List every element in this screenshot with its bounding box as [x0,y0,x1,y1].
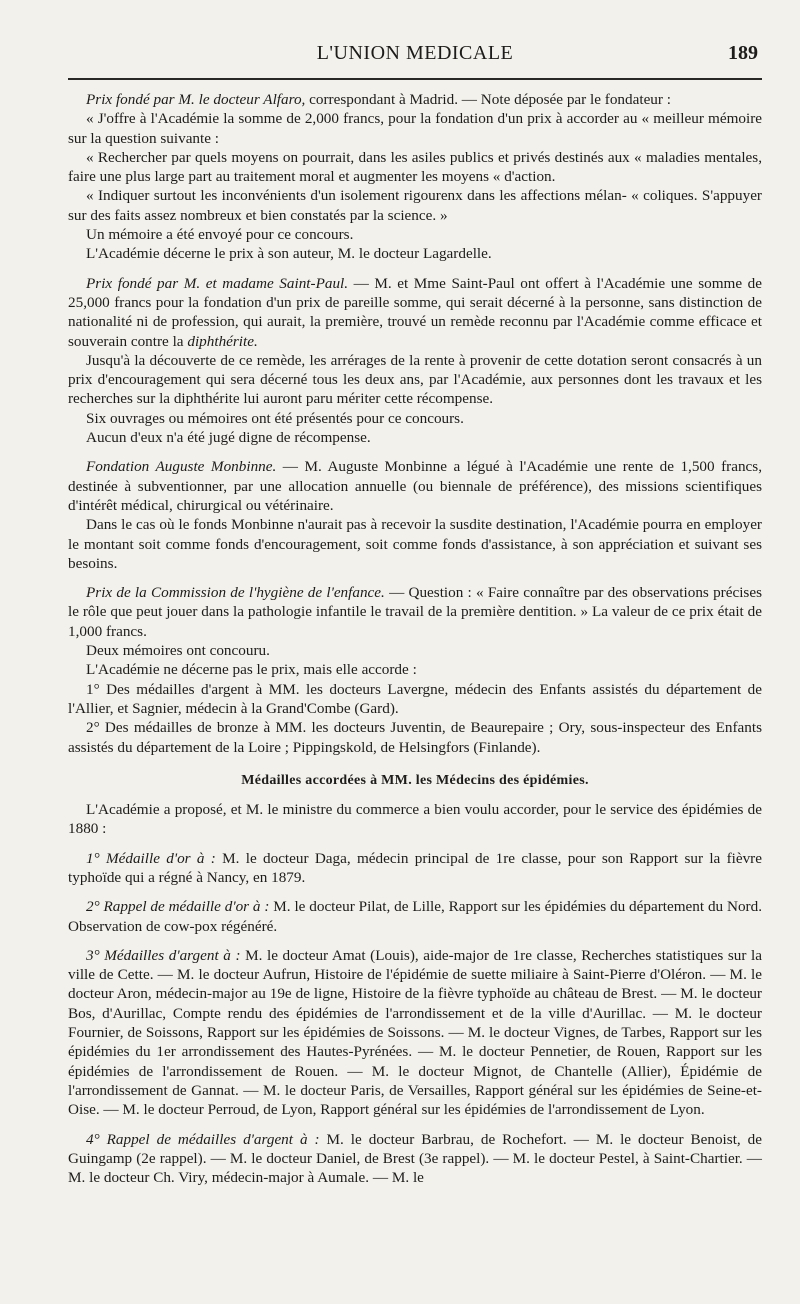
award-label: 3° Médailles d'argent à : [86,946,241,964]
paragraph: « Rechercher par quels moyens on pourrait, dans les asiles publics et privés destinés aux « maladies mentales, faire une plus large part au traitement moral et augmenter les moyens « d'action. [68,148,762,186]
award-label: 2° Rappel de médaille d'or à : [86,898,270,916]
paragraph: Deux mémoires ont concouru. [86,642,270,660]
paragraph: L'Académie décerne le prix à son auteur, M. le docteur Lagardelle. [86,245,492,263]
paragraph [68,946,762,1120]
body-text [68,90,762,1187]
paragraph: Un mémoire a été envoyé pour ce concours. [86,226,354,244]
prize-name: Prix de la Commission de l'hygiène de l'enfance. [86,584,385,602]
paragraph [68,583,762,641]
paragraph: L'Académie a proposé, et M. le ministre du commerce a bien voulu accorder, pour le service des épidémies de 1880 : [68,801,762,838]
paragraph: 1° Des médailles d'argent à MM. les docteurs Lavergne, médecin des Enfants assistés du département de l'Allier, et Sagnier, médecin à la Grand'Combe (Gard). [68,680,762,717]
paragraph: 2° Des médailles de bronze à MM. les docteurs Juventin, de Beaurepaire ; Ory, sous-inspecteur des Enfants assistés du département de la Loire ; Pippingskold, de Helsingfors (Finlande). [68,719,762,756]
paragraph: Dans le cas où le fonds Monbinne n'aurait pas à recevoir la susdite destination, l'Académie pourra en employer le montant soit comme fonds d'encouragement, soit comme fonds d'assistance, à son appréciation et suivant ses besoins. [68,516,762,572]
journal-title: L'UNION MEDICALE [316,42,514,64]
paragraph-text: M. le docteur Amat (Louis), aide-major de 1re classe, Recherches statistiques sur la ville de Cette. — M. le docteur Aufrun, Histoire de l'épidémie de suette miliaire à Saint-Pierre d'Oléron. — M. le docteur Aron, médecin-major au 19e de ligne, Histoire de la fièvre typhoïde au château de Brest. — M. le docteur Bos, d'Aurillac, Compte rendu des épidémies de l'arrondissement et de la ville d'Aurillac. — M. le docteur Fournier, de Soissons, Rapport sur les épidémies de Soissons. — M. le docteur Vignes, de Tarbes, Rapport sur les épidémies du 1er arrondissement des Hautes-Pyrénées. — M. le docteur Pennetier, de Rouen, Rapport sur les épidémies de l'arrondissement de Rouen. — M. le docteur Mignot, de Chantelle (Allier), Épidémie de l'arrondissement de Gannat. — M. le docteur Paris, de Versailles, Rapport général sur les épidémies de Seine-et-Oise. — M. le docteur Perroud, de Lyon, Rapport général sur les épidémies de l'arrondissement de Lyon. [68,946,762,1119]
prize-name: Fondation Auguste Monbinne. [86,458,277,476]
running-header [68,36,762,74]
page-number: 189 [728,42,758,64]
prize-name: Prix fondé par M. et madame Saint-Paul. [86,274,349,292]
paragraph: Jusqu'à la découverte de ce remède, les arrérages de la rente à provenir de cette dotation seront consacrés à un prix d'encouragement qui sera décerné tous les deux ans, par l'Académie, aux personnes dont les travaux et les recherches sur la diphthérite lui auront paru mériter cette récompense. [68,351,762,408]
paragraph-text: M. le docteur Daga, médecin principal de 1re classe, pour son Rapport sur la fièvre typhoïde qui a régné à Nancy, en 1879. [68,849,762,886]
section-title: Médailles accordées à MM. les Médecins des épidémies. [241,772,589,788]
paragraph-text: correspondant à Madrid. — Note déposée par le fondateur : [305,91,671,108]
paragraph-text: — Question : « Faire connaître par des observations précises le rôle que peut jouer dans la pathologie infantile le travail de la première dentition. » La valeur de ce prix était de 1,000 francs. [68,584,762,640]
paragraph-text: — M. Auguste Monbinne a légué à l'Académie une rente de 1,500 francs, destinée à subventionner, par une allocation annuelle (ou biennale de préférence), des missions scientifiques d'intérêt médical, chirurgical ou vétérinaire. [68,458,763,514]
paragraph [68,897,762,936]
award-label: 1° Médaille d'or à : [86,849,216,867]
paragraph-text: M. le docteur Pilat, de Lille, Rapport sur les épidémies du département du Nord. Observation de cow-pox régénéré. [68,898,762,935]
paragraph: « J'offre à l'Académie la somme de 2,000 francs, pour la fondation d'un prix à accorder au « meilleur mémoire sur la question suivante : [68,110,762,147]
header-rule [68,78,762,80]
paragraph [68,849,762,888]
paragraph: « Indiquer surtout les inconvénients d'un isolement rigourenx dans les affections mélan- « coliques. S'appuyer sur des faits assez nombreux et bien constatés par la science. » [68,187,762,224]
paragraph-text: M. le docteur Barbrau, de Rochefort. — M. le docteur Benoist, de Guingamp (2e rappel). — M. le docteur Daniel, de Brest (3e rappel). — M. le docteur Pestel, à Saint-Chartier. — M. le docteur Ch. Viry, médecin-major à Aumale. — M. le [68,1130,763,1187]
paragraph [68,457,762,515]
paragraph [68,274,762,351]
paragraph: Six ouvrages ou mémoires ont été présentés pour ce concours. [86,409,464,427]
award-label: 4° Rappel de médailles d'argent à : [86,1130,320,1148]
italic-word: diphthérite. [187,332,258,350]
paragraph: Aucun d'eux n'a été jugé digne de récompense. [86,429,371,447]
paragraph [68,90,762,109]
paragraph [68,1130,762,1188]
prize-name: Prix fondé par M. le docteur Alfaro, [86,91,306,108]
paragraph-text: — M. et Mme Saint-Paul ont offert à l'Académie une somme de 25,000 francs pour la fondation d'un prix de pareille somme, qui serait décerné à la personne, sans distinction de nationalité ni de profession, qui aurait, la première, trouvé un remède reconnu par l'Académie comme efficace et souverain contre la [68,274,762,350]
paragraph: L'Académie ne décerne pas le prix, mais elle accorde : [86,661,417,679]
